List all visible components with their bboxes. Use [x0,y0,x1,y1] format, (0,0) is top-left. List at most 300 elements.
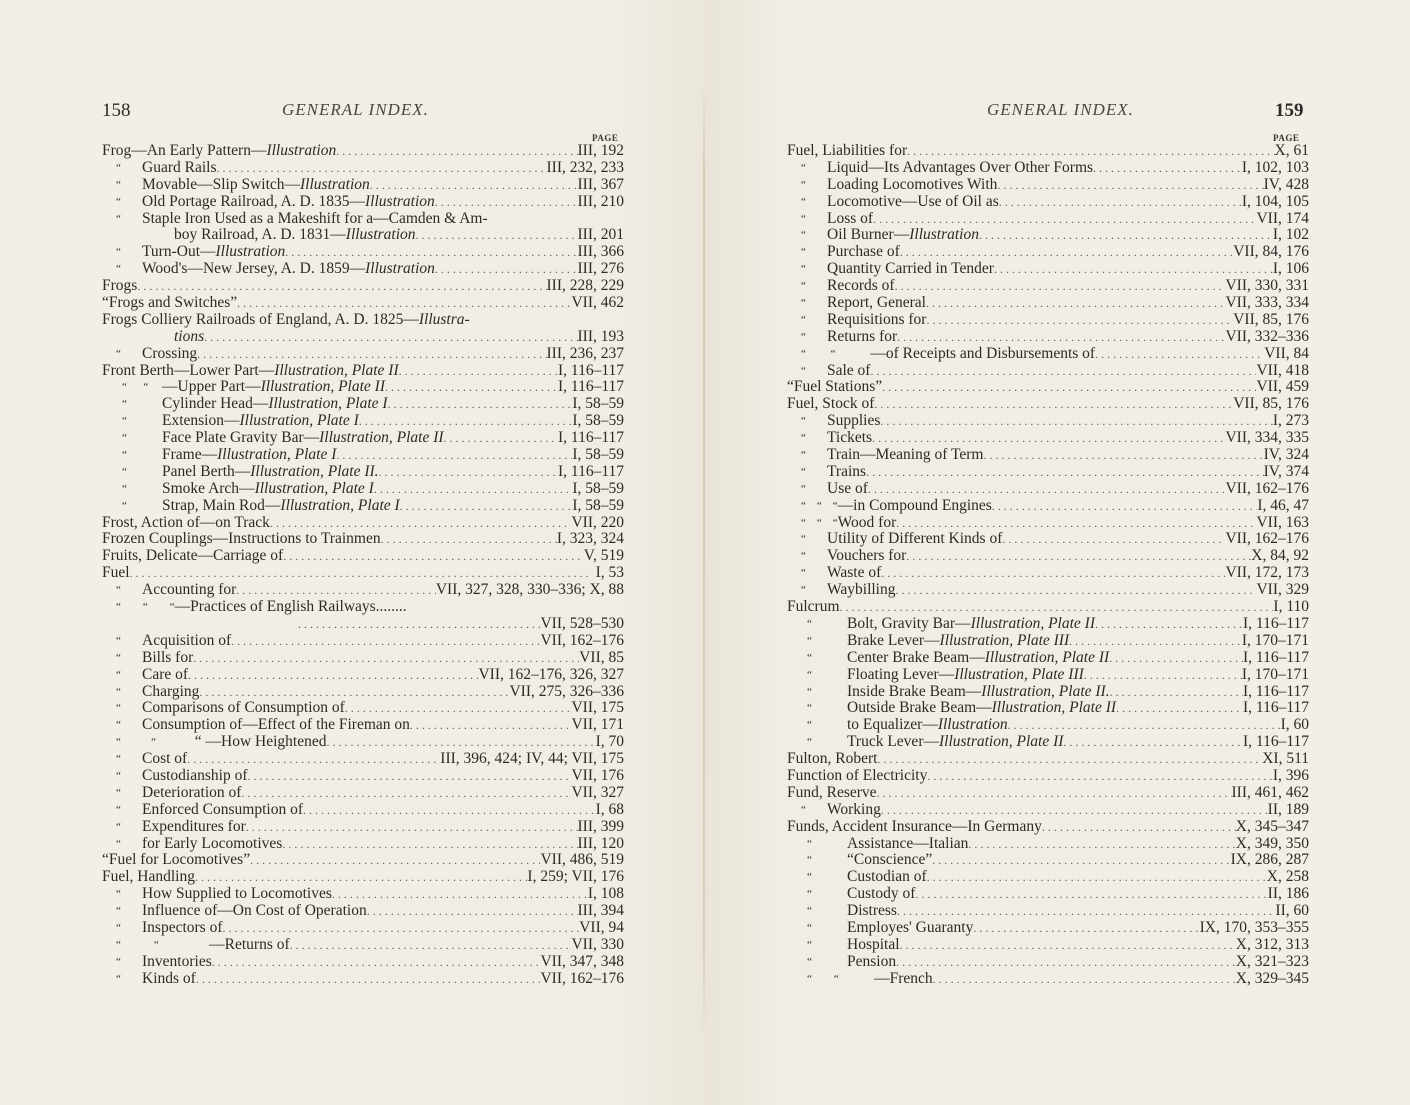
index-entry [102,548,624,565]
page-reference: X, 258 [1266,868,1309,886]
page-reference: VII, 85, 176 [1233,310,1309,328]
page-reference: III, 396, 424; IV, 44; VII, 175 [440,750,624,768]
page-reference: I, 116–117 [557,462,624,480]
index-entry [787,211,1309,228]
page-reference: VII, 162–176 [540,631,624,649]
index-entry [102,261,624,278]
index-entry [102,244,624,261]
page-reference: VII, 175 [571,699,624,717]
illustration-note: Illustration, Plate I [217,446,337,464]
illustration-note: Illustration [300,175,370,193]
entry-heading: “ Oil Burner—Illustration [801,226,979,244]
ditto-mark: “ [801,178,806,191]
page-reference: VII, 172, 173 [1225,564,1309,582]
entry-heading: “ “ “—Practices of English Railways........ [116,598,407,616]
leader-dots [1109,650,1243,667]
entry-heading: “Fuel Stations” [787,378,883,396]
leader-dots [868,481,1226,498]
index-entry [787,954,1309,971]
ditto-mark: “ [116,719,121,732]
index-entry [102,160,624,177]
illustration-note: Illustration [345,226,416,244]
leader-dots [285,244,577,261]
ditto-mark: “ [116,212,121,225]
page-reference: VII, 528–530 [540,614,624,632]
leader-dots [897,903,1275,920]
page-reference: VII, 174 [1256,209,1309,227]
entry-heading: “ “ —Upper Part—Illustration, Plate II [122,378,385,396]
page-reference: VII, 334, 335 [1225,429,1309,447]
entry-heading: “ Custody of [807,885,916,903]
leader-dots [435,194,578,211]
ditto-mark: “ [807,905,812,918]
ditto-mark: “ [807,736,812,749]
index-entry [102,616,624,633]
entry-heading: Fulton, Robert [787,750,878,768]
ditto-mark: “ [807,955,812,968]
page-reference: IX, 170, 353–355 [1199,918,1309,936]
leader-dots [283,548,584,565]
page-reference: I, 58–59 [572,446,624,464]
entry-heading: “ Wood's—New Jersey, A. D. 1859—Illustration [116,260,435,278]
ditto-mark: “ [801,229,806,242]
ditto-mark: “ [801,449,806,462]
entry-heading: “ Custodian of [807,868,927,886]
leader-dots [237,295,571,312]
entry-heading: “ Truck Lever—Illustration, Plate II [807,733,1064,751]
index-entry [787,819,1309,836]
page-reference: I, 116–117 [1242,614,1309,632]
ditto-mark: “ “ [116,938,159,951]
leader-dots [997,177,1263,194]
ditto-mark: “ [807,651,812,664]
page-reference: VII, 332–336 [1225,327,1309,345]
entry-heading: “ Extension—Illustration, Plate I [122,412,359,430]
leader-dots [933,971,1236,988]
page-reference: I, 68 [595,800,624,818]
ditto-mark: “ [116,195,121,208]
leader-dots [246,819,578,836]
ditto-mark: “ [801,280,806,293]
illustration-note: Illustration, Plate II. [250,462,379,480]
ditto-mark: “ [116,584,121,597]
page-reference: I, 60 [1280,716,1309,734]
entry-heading: “ Purchase of [801,243,900,261]
page-reference: X, 349, 350 [1235,834,1309,852]
page-reference: VII, 275, 326–336 [509,682,624,700]
page-reference: IV, 374 [1263,462,1309,480]
index-entry [787,616,1309,633]
index-entry [102,211,624,228]
index-entry [787,244,1309,261]
index-entry [787,802,1309,819]
leader-dots [906,548,1251,565]
page-reference: VII, 459 [1256,378,1309,396]
index-entry [787,464,1309,481]
leader-dots [381,531,557,548]
index-entry [102,700,624,717]
entry-heading: Front Berth—Lower Part—Illustration, Plate II [102,361,399,379]
illustration-note: Illustration, Plate II [938,733,1064,751]
leader-dots [1084,667,1242,684]
page-reference: I, 116–117 [1242,682,1309,700]
leader-dots [880,413,1272,430]
entry-heading: “ Panel Berth—Illustration, Plate II. [122,462,379,480]
entry-heading: “ Frame—Illustration, Plate I [122,446,337,464]
illustration-note: Illustration [266,142,337,159]
entry-heading: “ Face Plate Gravity Bar—Illustration, Plate II [122,429,444,447]
index-entry [102,684,624,701]
page-column-label: PAGE [1273,133,1300,143]
entry-heading: “ Distress [807,902,897,920]
leader-dots [1008,717,1281,734]
leader-dots [336,143,577,160]
leader-dots [435,261,578,278]
entry-heading: “ “ “—in Compound Engines [801,496,992,514]
ditto-mark: “ [116,803,121,816]
entry-heading: Fuel, Liabilities for [787,142,908,159]
leader-dots [379,464,558,481]
entry-heading: boy Railroad, A. D. 1831—Illustration [174,226,416,244]
page-reference: VII, 327 [571,783,624,801]
leader-dots [197,346,546,363]
page-reference: III, 276 [577,260,624,278]
entry-heading: Fulcrum [787,598,840,616]
index-entry [787,515,1309,532]
leader-dots [270,515,572,532]
index-entry [102,886,624,903]
illustration-note: Illustration, Plate III [939,631,1070,649]
page-reference: I, 58–59 [572,412,624,430]
index-entries [102,143,624,988]
leader-dots [882,379,1256,396]
entry-heading: “ Comparisons of Consumption of [116,699,345,717]
ditto-mark: “ [116,347,121,360]
leader-dots [298,616,540,633]
leader-dots [385,379,558,396]
ditto-mark: “ “ “ [801,516,838,529]
entry-heading: “ Strap, Main Rod—Illustration, Plate I [122,496,400,514]
leader-dots [444,430,558,447]
leader-dots [994,261,1273,278]
entry-heading: “ to Equalizer—Illustration [807,716,1008,734]
ditto-mark: “ [801,550,806,563]
entry-heading: “ Custodianship of [116,766,248,784]
leader-dots [345,700,572,717]
ditto-mark: “ [122,415,127,428]
right-page [705,0,1410,1105]
page-column-label: PAGE [592,133,619,143]
index-entry [102,768,624,785]
ditto-mark: “ [801,584,806,597]
entry-heading: “ Requisitions for [801,310,927,328]
entry-heading: “ Waste of [801,564,882,582]
entry-heading: “ Sale of [801,361,871,379]
page-reference: I, 58–59 [572,496,624,514]
ditto-mark: “ [122,449,127,462]
ditto-mark: “ [801,465,806,478]
entry-heading: “ “Conscience” [807,851,933,869]
leader-dots [896,954,1236,971]
leader-dots [388,396,573,413]
illustration-note: Illustration [909,226,979,244]
leader-dots [915,886,1267,903]
index-entry [102,498,624,515]
page-reference: VII, 84, 176 [1233,243,1309,261]
page-reference: XI, 511 [1262,750,1309,768]
index-entry [102,447,624,464]
leader-dots [187,751,440,768]
leader-dots [336,447,572,464]
index-entry [787,903,1309,920]
entry-heading: “ Inspectors of [116,918,223,936]
running-head: GENERAL INDEX. [987,100,1134,119]
page-number: 159 [1275,100,1304,121]
page-reference: I, 102 [1272,226,1309,244]
leader-dots [367,903,578,920]
leader-dots [137,278,546,295]
ditto-mark: “ [801,195,806,208]
entry-heading: “ Floating Lever—Illustration, Plate III [807,665,1084,683]
leader-dots [326,734,595,751]
leader-dots [370,177,578,194]
index-entry [787,633,1309,650]
entry-heading: Frogs [102,277,138,295]
entry-heading: “ Tickets [801,429,873,447]
ditto-mark: “ [801,212,806,225]
page-reference: II, 189 [1267,800,1309,818]
leader-dots [1093,160,1242,177]
ditto-mark: “ [116,702,121,715]
index-entry [787,785,1309,802]
ditto-mark: “ [116,905,121,918]
index-entry [102,481,624,498]
index-entry [787,717,1309,734]
page-reference: III, 399 [577,817,624,835]
entry-heading: “ for Early Locomotives [116,834,283,852]
leader-dots [188,667,478,684]
entry-heading: Frost, Action of—on Track [102,513,270,531]
leader-dots [896,515,1256,532]
leader-dots [303,802,596,819]
entry-heading: “ Kinds of [116,969,196,987]
entry-heading: “ Waybilling [801,581,896,599]
entry-heading: “ Guard Rails [116,158,217,176]
page-reference: VII, 333, 334 [1225,294,1309,312]
index-entry [787,531,1309,548]
ditto-mark: “ [801,161,806,174]
index-entry [787,498,1309,515]
ditto-mark: “ [116,820,121,833]
page-reference: III, 366 [577,243,624,261]
ditto-mark: “ [801,415,806,428]
page-reference: IV, 324 [1263,446,1309,464]
page-reference: I, 46, 47 [1257,496,1309,514]
ditto-mark: “ [801,364,806,377]
entry-heading: “ Deterioration of [116,783,242,801]
ditto-mark: “ [801,246,806,259]
index-entry [787,751,1309,768]
page-reference: X, 321–323 [1235,952,1309,970]
leader-dots [881,565,1225,582]
page-reference: II, 60 [1275,902,1309,920]
leader-dots [199,684,509,701]
index-entry [787,481,1309,498]
leader-dots [193,650,579,667]
illustration-note: Illustration, Plate II [984,648,1110,666]
page-reference: X, 312, 313 [1235,935,1309,953]
leader-dots [900,937,1236,954]
illustration-note: Illustration, Plate II. [981,682,1110,700]
index-entry [787,447,1309,464]
ditto-mark: “ [116,651,121,664]
illustration-note: Illustration [365,260,435,278]
index-entry [787,379,1309,396]
leader-dots [999,194,1242,211]
leader-dots [231,633,540,650]
leader-dots [927,869,1267,886]
index-entry [102,312,624,329]
ditto-mark: “ [807,702,812,715]
index-entries [787,143,1309,988]
leader-dots [872,430,1225,447]
entry-heading: “ Liquid—Its Advantages Over Other Forms [801,158,1094,176]
index-entry [102,937,624,954]
ditto-mark: “ [801,432,806,445]
index-entry [787,582,1309,599]
entry-heading: “ Bolt, Gravity Bar—Illustration, Plate II [807,614,1095,632]
index-entry [787,700,1309,717]
page-reference: VII, 162–176, 326, 327 [478,665,624,683]
page-reference: I, 273 [1272,412,1309,430]
leader-dots [896,582,1257,599]
leader-dots [870,363,1256,380]
index-entry [102,802,624,819]
leader-dots [932,852,1230,869]
index-entry [787,768,1309,785]
entry-heading: “ Loss of [801,209,874,227]
leader-dots [1063,734,1243,751]
entry-heading: “ Locomotive—Use of Oil as [801,192,999,210]
leader-dots [204,329,577,346]
page-reference: VII, 84 [1264,344,1309,362]
index-entry [787,937,1309,954]
entry-heading: “ Cost of [116,750,188,768]
index-entry [787,194,1309,211]
leader-dots [400,498,573,515]
entry-heading [102,329,204,346]
entry-heading: “ Pension [807,952,897,970]
page-reference: VII, 171 [571,716,624,734]
ditto-mark: “ [801,297,806,310]
index-entry [102,396,624,413]
page-reference: VII, 327, 328, 330–336; X, 88 [435,581,624,599]
page-reference: III, 210 [577,192,624,210]
entry-heading: “ Records of [801,277,895,295]
index-entry [787,684,1309,701]
entry-heading: Fruits, Delicate—Carriage of [102,547,284,565]
ditto-mark: “ [807,617,812,630]
leader-dots [195,869,527,886]
illustration-note: Illustration, Plate I [239,412,359,430]
entry-heading: “ “ “ —How Heightened [116,733,327,751]
ditto-mark: “ [801,313,806,326]
illustration-note: Illustration, Plate II [319,429,444,447]
page-reference: I, 53 [595,564,624,582]
illustration-note: Illustration [215,243,286,261]
index-entry [102,633,624,650]
entry-heading: Fund, Reserve [787,783,877,801]
page-reference: I, 116–117 [1242,648,1309,666]
index-entry [102,819,624,836]
index-entry [102,954,624,971]
index-entry [102,650,624,667]
entry-heading: “ Turn-Out—Illustration [116,243,286,261]
index-entry [787,295,1309,312]
entry-heading: Fuel, Handling [102,868,195,886]
entry-heading: “ Report, General [801,294,926,312]
entry-heading: “ Staple Iron Used as a Makeshift for a—Camden & Am- [116,209,488,227]
page-reference: I, 104, 105 [1241,192,1309,210]
entry-heading: “ Consumption of—Effect of the Fireman on [116,716,410,734]
entry-heading: “ Loading Locomotives With [801,175,998,193]
entry-heading: “ Influence of—On Cost of Operation [116,902,367,920]
leader-dots [282,836,577,853]
page-reference: I, 170–171 [1241,665,1309,683]
leader-dots [873,211,1256,228]
page-reference: VII, 486, 519 [540,851,624,869]
index-entry [787,177,1309,194]
ditto-mark: “ [116,753,121,766]
ditto-mark: “ [801,330,806,343]
leader-dots [881,802,1268,819]
entry-heading: “ Hospital [807,935,900,953]
page-reference: I, 116–117 [557,429,624,447]
entry-heading: “ Returns for [801,327,898,345]
entry-heading: “ Employes' Guaranty [807,918,974,936]
entry-heading: “ Quantity Carried in Tender [801,260,994,278]
ditto-mark: “ “ [801,347,836,360]
ditto-mark: “ [116,668,121,681]
ditto-mark: “ [116,955,121,968]
page-reference: III, 192 [577,142,624,159]
ditto-mark: “ [801,567,806,580]
page-reference: IV, 428 [1263,175,1309,193]
ditto-mark: “ [122,465,127,478]
ditto-mark: “ [807,871,812,884]
page-reference: VII, 162–176 [540,969,624,987]
index-entry [787,667,1309,684]
ditto-mark: “ [116,786,121,799]
ditto-mark: “ [807,888,812,901]
ditto-mark: “ [116,178,121,191]
entry-heading: “ Brake Lever—Illustration, Plate III [807,631,1070,649]
index-entry [102,717,624,734]
entry-heading: “ How Supplied to Locomotives [116,885,332,903]
index-entry [102,751,624,768]
entry-heading: Frog—An Early Pattern—Illustration [102,142,337,159]
illustration-note: Illustra- [418,310,470,328]
entry-heading: “ Assistance—Italian [807,834,969,852]
leader-dots [212,954,541,971]
leader-dots [874,396,1233,413]
leader-dots [979,227,1273,244]
leader-dots [973,920,1199,937]
index-entry [102,903,624,920]
index-entry [787,160,1309,177]
index-entry [102,227,624,244]
index-entry [787,852,1309,869]
